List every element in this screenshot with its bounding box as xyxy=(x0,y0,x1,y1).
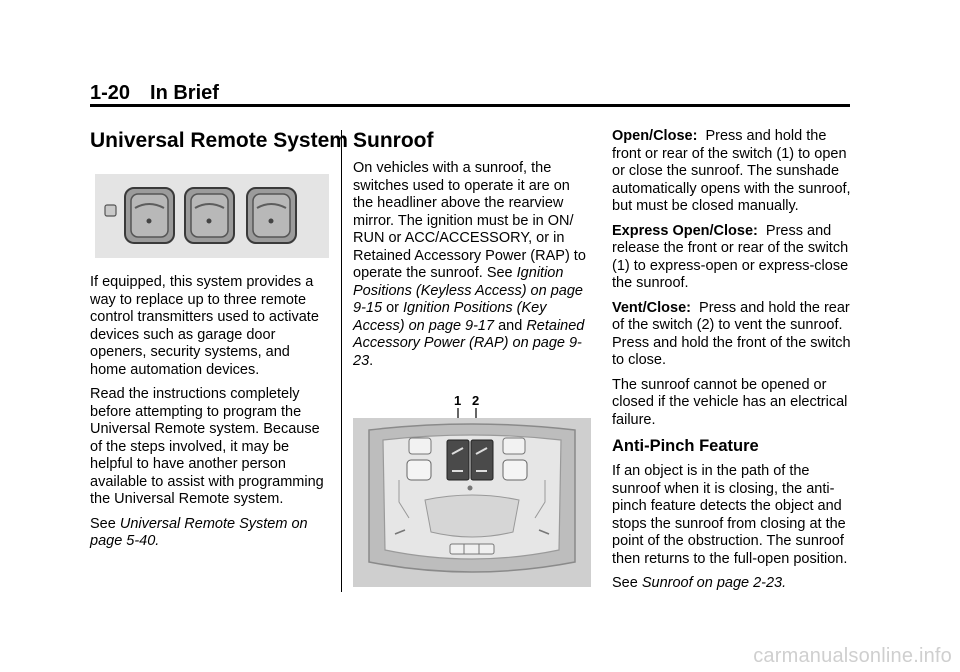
remote-button-1 xyxy=(125,188,174,243)
universal-remote-reference: Universal Remote System on page 5-40. xyxy=(90,515,308,549)
open-close-text: Press and hold the front or rear of the switch (1) to open or close the sunroof. The sunshade automatically opens with the sunroof, but must be closed manually. xyxy=(612,128,851,214)
sunroof-ref-3: Retained Accessory Power (RAP) on page 9-23 xyxy=(353,317,585,369)
sunroof-title: Sunroof xyxy=(353,129,434,152)
vent-paragraph xyxy=(612,300,852,370)
anti-pinch-title: Anti-Pinch Feature xyxy=(612,437,759,455)
vent-text: Press and hold the rear of the switch (2) to vent the sunroof. Press and hold the front of the switch to close. xyxy=(612,299,851,368)
universal-remote-see xyxy=(90,516,328,551)
sunroof-console-image xyxy=(353,392,591,587)
column-divider xyxy=(341,130,342,592)
or-text: or xyxy=(386,300,399,316)
callout-2: 2 xyxy=(472,393,480,408)
watermark: carmanualsonline.info xyxy=(753,645,952,667)
anti-pinch-paragraph: If an object is in the path of the sunroof when it is closing, the anti-pinch feature detects the object and stops the sunroof from closing at the point of the obstruction. The sunroof then returns to the full-open position. xyxy=(612,463,848,567)
sunroof-ref-1: Ignition Positions (Keyless Access) on page 9-15 xyxy=(353,265,583,316)
sunroof-intro xyxy=(353,160,591,370)
see-prefix: See xyxy=(90,515,116,532)
anti-pinch-see xyxy=(612,575,852,593)
universal-remote-para-1: If equipped, this system provides a way to replace up to three remote control transmitters used to activate devices such as garage door openers, security systems, and home automation devices. xyxy=(90,274,319,378)
see-prefix: See xyxy=(612,575,638,591)
universal-remote-para-2: Read the instructions completely before attempting to program the Universal Remote system. Because of the steps involved, it may be helpful to have another person available to assist with programming the Universal Remote system. xyxy=(90,386,324,507)
failure-paragraph: The sunroof cannot be opened or closed if the vehicle has an electrical failure. xyxy=(612,376,848,428)
express-paragraph xyxy=(612,223,852,293)
column-universal-remote xyxy=(90,128,348,558)
sunroof-reference: Sunroof on page 2-23. xyxy=(641,575,787,591)
column-sunroof xyxy=(353,128,591,587)
vent-label: Vent/Close: xyxy=(612,299,691,316)
sunroof-switch-1 xyxy=(447,440,469,480)
express-label: Express Open/Close: xyxy=(612,222,758,239)
remote-button-3 xyxy=(247,188,296,243)
express-text: Press and release the front or rear of the switch (1) to express-open or express-close the sunroof. xyxy=(612,222,849,291)
universal-remote-buttons-image xyxy=(95,174,329,258)
and-text: and xyxy=(498,317,523,334)
sunroof-switch-2 xyxy=(471,440,493,480)
column-sunroof-operation xyxy=(612,128,852,600)
open-close-paragraph xyxy=(612,128,852,216)
end-punct: . xyxy=(369,352,374,369)
universal-remote-title: Universal Remote System xyxy=(90,129,348,152)
page-number: 1-20 xyxy=(90,82,131,104)
callout-1: 1 xyxy=(454,393,462,408)
header-rule xyxy=(90,104,850,107)
open-close-label: Open/Close: xyxy=(612,128,698,144)
page-header xyxy=(90,82,850,104)
section-name: In Brief xyxy=(150,82,219,104)
remote-button-2 xyxy=(185,188,234,243)
sunroof-ref-2: Ignition Positions (Key Access) on page 9-17 xyxy=(353,300,547,334)
sunroof-intro-text: On vehicles with a sunroof, the switches used to operate it are on the headliner above the rearview mirror. The ignition must be in ON/ RUN or ACC/ACCESSORY, or in Retained Accessory Power (RAP) to operate the sunroof. See xyxy=(353,160,586,281)
